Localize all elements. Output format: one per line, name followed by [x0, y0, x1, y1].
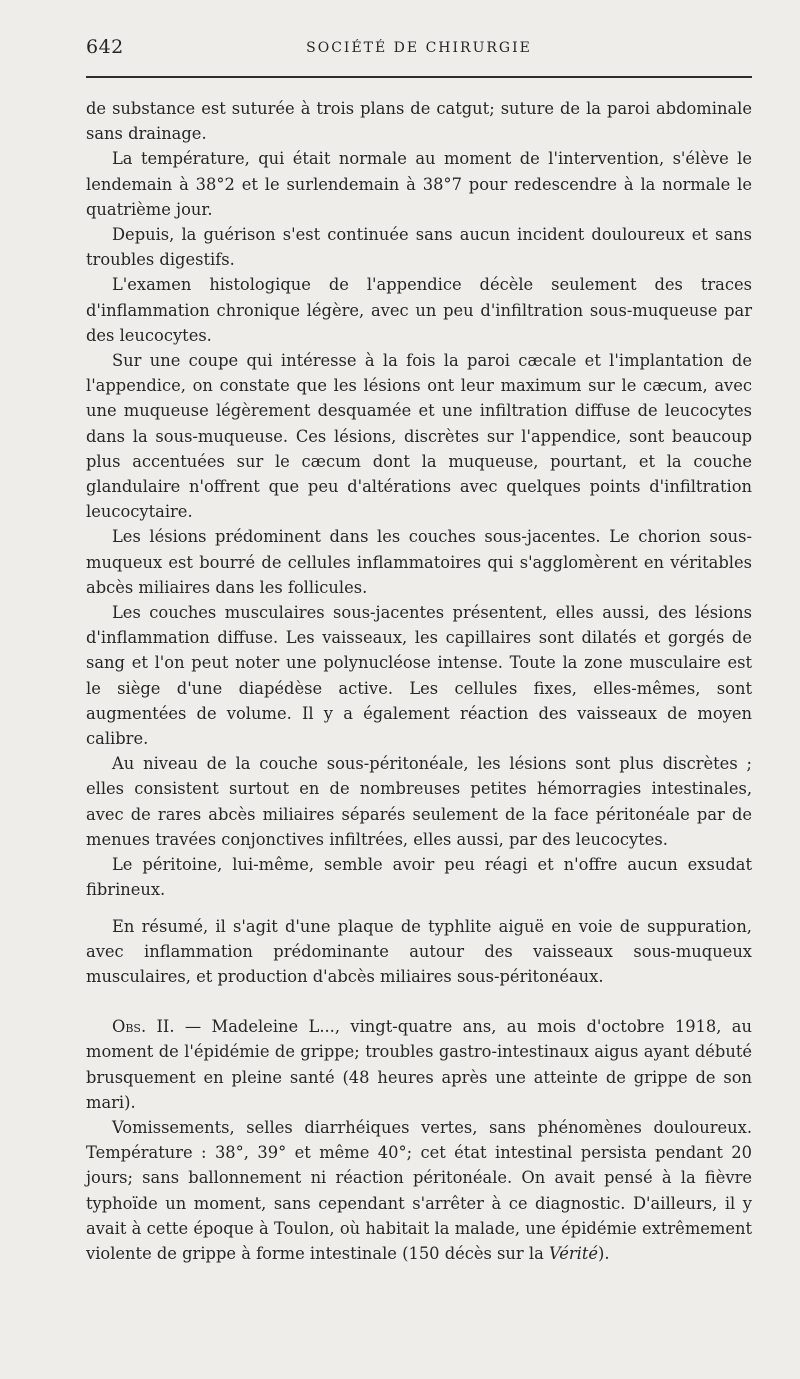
header-rule: [86, 76, 752, 78]
running-title: SOCIÉTÉ DE CHIRURGIE: [306, 40, 532, 56]
paragraph: Depuis, la guérison s'est continuée sans aucun incident douloureux et sans troubles digestifs.: [86, 225, 752, 270]
observation-text: Vomissements, selles diarrhéiques vertes, sans phénomènes douloureux. Température : 38°, 39° et même 40°; cet état intestinal persista pendant 20 jours; sans ballonnement ni réaction péritonéale. On avait pensé à la fièvre typhoïde un moment, sans cependant s'arrêter à ce diagnostic. D'ailleurs, il y avait à cette époque à Toulon, où habitait la malade, une épidémie extrêmement violente de grippe à forme intestinale (150 décès sur la: [86, 1117, 752, 1263]
page-header: [86, 36, 752, 62]
paragraph: La température, qui était normale au moment de l'intervention, s'élève le lendemain à 38°2 et le surlendemain à 38°7 pour redescendre à la normale le quatrième jour.: [86, 149, 752, 219]
body-text: [86, 96, 752, 1266]
summary-paragraph: En résumé, il s'agit d'une plaque de typhlite aiguë en voie de suppuration, avec inflammation prédominante autour des vaisseaux sous-muqueux musculaires, et production d'abcès miliaires sous-péritonéaux.: [86, 916, 752, 986]
observation-paragraph: [86, 1115, 752, 1266]
paragraph: Au niveau de la couche sous-péritonéale, les lésions sont plus discrètes ; elles consistent surtout en de nombreuses petites hémorragies intestinales, avec de rares abcès miliaires séparés seulement de la face péritonéale par de menues travées conjonctives infiltrées, elles aussi, par des leucocytes.: [86, 754, 752, 849]
paragraph: Sur une coupe qui intéresse à la fois la paroi cæcale et l'implantation de l'appendice, on constate que les lésions ont leur maximum sur le cæcum, avec une muqueuse légèrement desquamée et une infiltration diffuse de leucocytes dans la sous-muqueuse. Ces lésions, discrètes sur l'appendice, sont beaucoup plus accentuées sur le cæcum dont la muqueuse, pourtant, et la couche glandulaire n'offrent que peu d'altérations avec quelques points d'infiltration leucocytaire.: [86, 351, 752, 522]
observation-paragraph: [86, 1014, 752, 1115]
observation-label: Obs. II.: [112, 1017, 175, 1037]
newspaper-title: Vérité: [548, 1243, 599, 1263]
paragraph: de substance est suturée à trois plans de catgut; suture de la paroi abdominale sans drainage.: [86, 99, 752, 144]
paragraph: Le péritoine, lui-même, semble avoir peu réagi et n'offre aucun exsudat fibrineux.: [86, 855, 752, 900]
observation-text-end: ).: [598, 1243, 610, 1263]
paragraph: Les couches musculaires sous-jacentes présentent, elles aussi, des lésions d'inflammation diffuse. Les vaisseaux, les capillaires sont dilatés et gorgés de sang et l'on peut noter une polynucléose intense. Toute la zone musculaire est le siège d'une diapédèse active. Les cellules fixes, elles-mêmes, sont augmentées de volume. Il y a également réaction des vaisseaux de moyen calibre.: [86, 603, 752, 749]
observation-intro: — Madeleine L..., vingt-quatre ans, au mois d'octobre 1918, au moment de l'épidémie de grippe; troubles gastro-intestinaux aigus ayant débuté brusquement en pleine santé (48 heures après une atteinte de grippe de son mari).: [86, 1017, 752, 1112]
page-number: 642: [86, 36, 124, 58]
paragraph: Les lésions prédominent dans les couches sous-jacentes. Le chorion sous-muqueux est bourré de cellules inflammatoires qui s'agglomèrent en véritables abcès miliaires dans les follicules.: [86, 527, 752, 597]
paragraph: L'examen histologique de l'appendice décèle seulement des traces d'inflammation chronique légère, avec un peu d'infiltration sous-muqueuse par des leucocytes.: [86, 275, 752, 345]
